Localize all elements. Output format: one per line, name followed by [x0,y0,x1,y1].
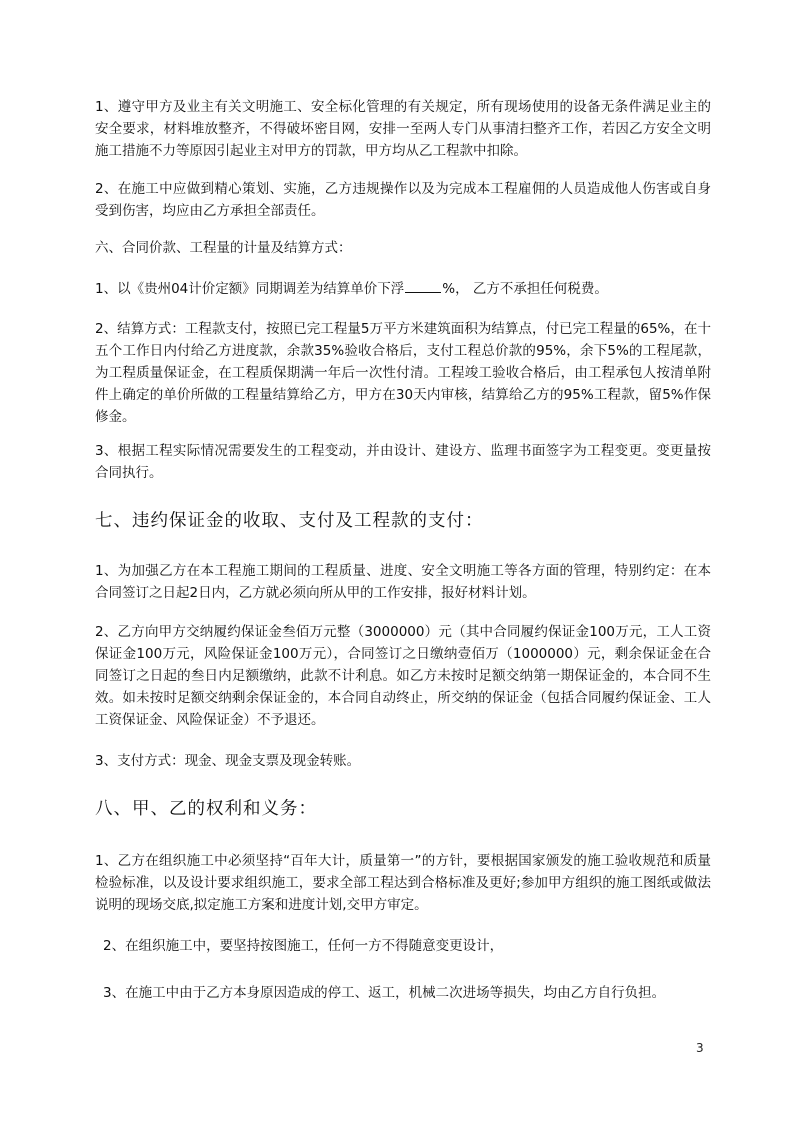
paragraph-loss-responsibility: 3、在施工中由于乙方本身原因造成的停工、返工，机械二次进场等损失，均由乙方自行负担。 [103,985,666,1001]
paragraph-payment-method: 3、支付方式：现金、现金支票及现金转账。 [95,753,361,769]
paragraph-follow-drawings: 2、在组织施工中，要坚持按图施工，任何一方不得随意变更设计， [103,938,504,954]
section-heading-8: 八、甲、乙的权利和义务： [95,799,317,819]
settlement-price-text-end: %， 乙方不承担任何税费。 [442,281,608,297]
paragraph-change-order: 3、根据工程实际情况需要发生的工程变动，并由设计、建设方、监理书面签字为工程变更。变更量按合同执行。 [95,443,711,481]
paragraph-safety-responsibility: 2、在施工中应做到精心策划、实施，乙方违规操作以及为完成本工程雇佣的人员造成他人伤害或自身受到伤害，均应由乙方承担全部责任。 [95,181,711,219]
paragraph-settlement-price [95,278,711,300]
paragraph-management: 1、为加强乙方在本工程施工期间的工程质量、进度、安全文明施工等各方面的管理，特别约定：在本合同签订之日起2日内，乙方就必须向所从甲的工作安排，报好材料计划。 [95,563,711,601]
paragraph-quality-first: 1、乙方在组织施工中必须坚持“百年大计，质量第一”的方针，要根据国家颁发的施工验收规范和质量检验标准，以及设计要求组织施工，要求全部工程达到合格标准及更好;参加甲方组织的施工图纸或做法说明的现场交底,拟定施工方案和进度计划,交甲方审定。 [95,853,711,913]
section-heading-6: 六、合同价款、工程量的计量及结算方式： [95,240,352,256]
section-heading-7: 七、违约保证金的收取、支付及工程款的支付： [95,511,484,531]
paragraph-settlement-method: 2、结算方式：工程款支付，按照已完工程量5万平方米建筑面积为结算点，付已完工程量的65%，在十五个工作日内付给乙方进度款，余款35%验收合格后，支付工程总价款的95%，余下5%的工程尾款，为工程质量保证金，在工程质保期满一年后一次性付清。工程竣工验收合格后，由工程承包人按清单附件上确定的单价所做的工程量结算给乙方，甲方在30天内审核，结算给乙方的95%工程款，留5%作保修金。 [95,321,711,425]
settlement-price-text: 1、以《贵州04计价定额》同期调差为结算单价下浮 [95,281,405,297]
paragraph-civilized-construction: 1、遵守甲方及业主有关文明施工、安全标化管理的有关规定，所有现场使用的设备无条件满足业主的安全要求，材料堆放整齐，不得破坏密目网，安排一至两人专门从事清扫整齐工作，若因乙方安全文明施工措施不力等原因引起业主对甲方的罚款，甲方均从乙工程款中扣除。 [95,99,711,159]
blank-percentage-field [405,278,441,293]
page-number: 3 [696,1041,704,1055]
paragraph-performance-bond: 2、乙方向甲方交纳履约保证金叁佰万元整（3000000）元（其中合同履约保证金100万元，工人工资保证金100万元，风险保证金100万元），合同签订之日缴纳壹佰万（1000000）元，剩余保证金在合同签订之日起的叁日内足额缴纳，此款不计利息。如乙方未按时足额交纳第一期保证金的，本合同不生效。如未按时足额交纳剩余保证金的，本合同自动终止，所交纳的保证金（包括合同履约保证金、工人工资保证金、风险保证金）不予退还。 [95,624,711,728]
